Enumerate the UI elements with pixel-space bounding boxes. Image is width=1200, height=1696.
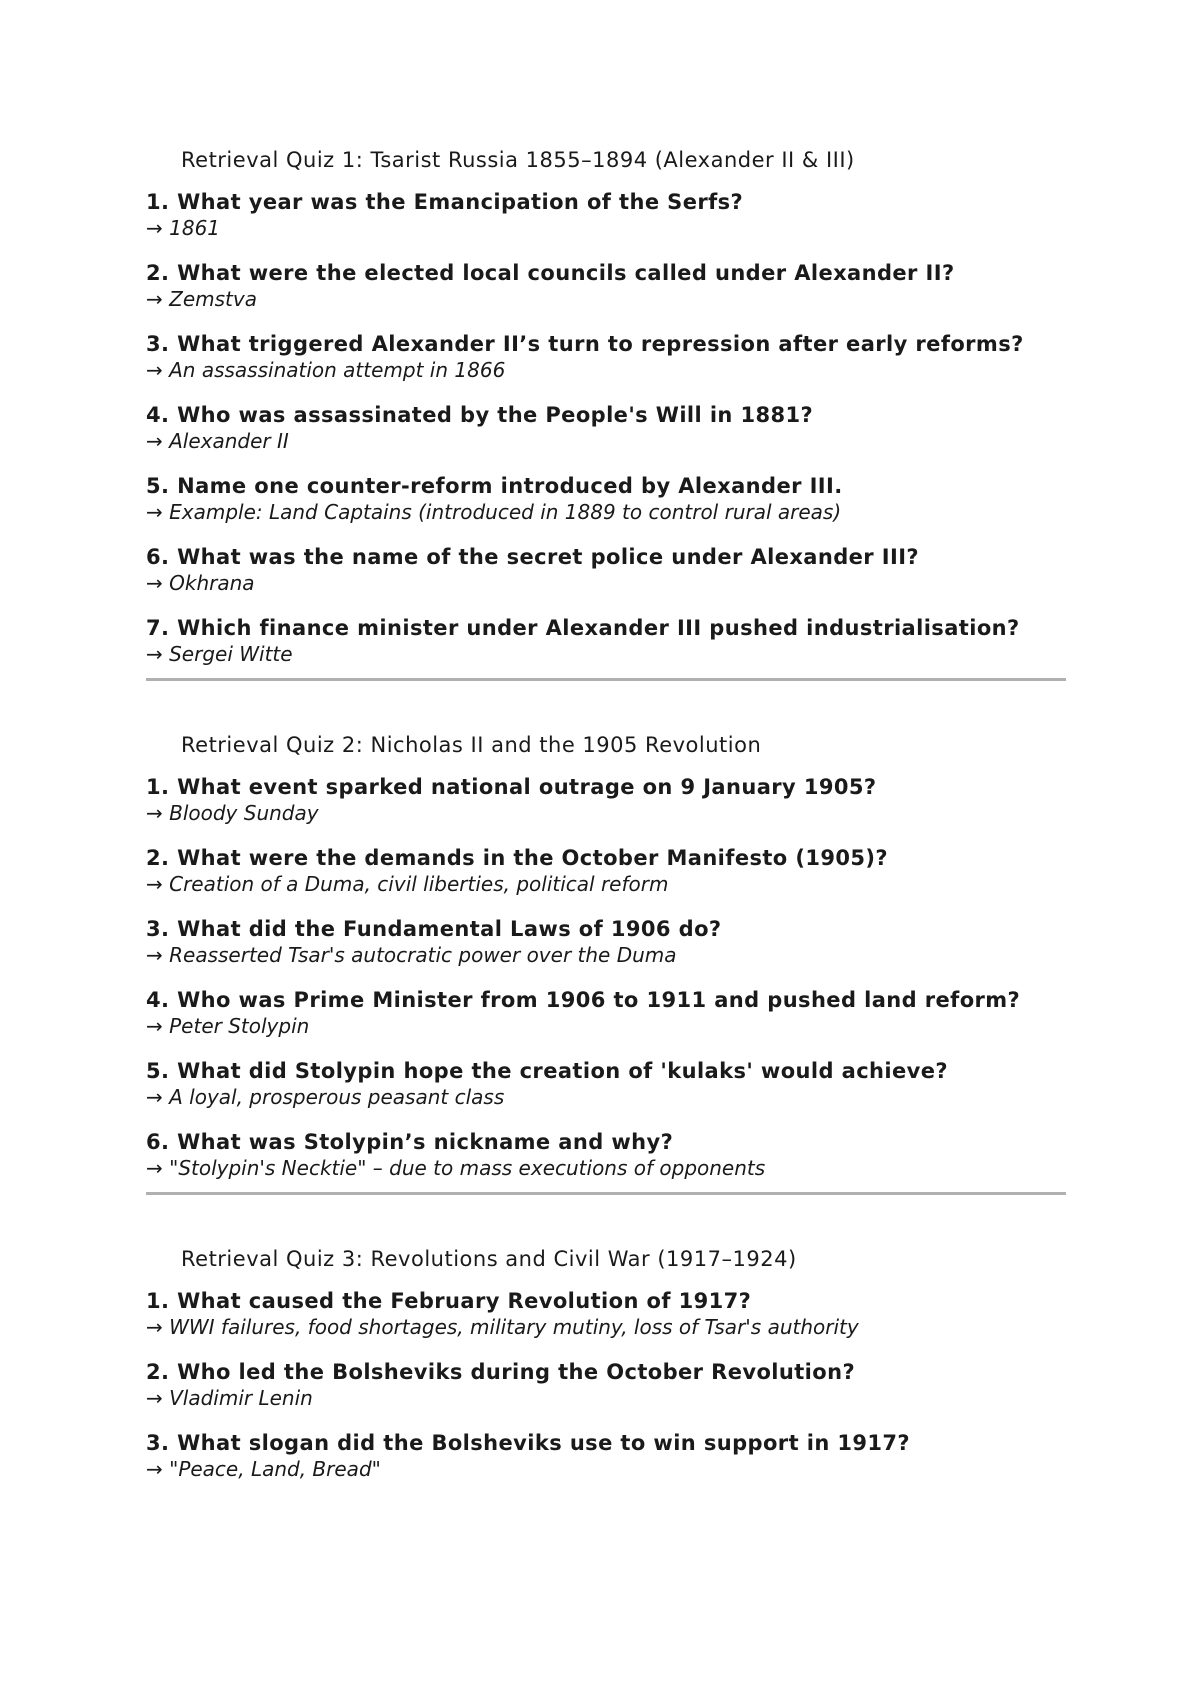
quiz-section-3 bbox=[146, 1245, 1066, 1482]
answer-text: → Alexander II bbox=[146, 429, 289, 453]
question-text: 1. What year was the Emancipation of the Serfs? bbox=[146, 190, 744, 214]
answer-text: → 1861 bbox=[146, 216, 221, 240]
quiz-title: Retrieval Quiz 1: Tsarist Russia 1855–1894 (Alexander II & III) bbox=[181, 148, 855, 172]
question-block bbox=[146, 615, 1066, 667]
question-block bbox=[146, 916, 1066, 968]
question-text: 2. What were the demands in the October Manifesto (1905)? bbox=[146, 846, 888, 870]
question-block bbox=[146, 473, 1066, 525]
answer-text: → Peter Stolypin bbox=[146, 1014, 310, 1038]
question-text: 6. What was Stolypin’s nickname and why? bbox=[146, 1130, 674, 1154]
question-text: 4. Who was assassinated by the People's Will in 1881? bbox=[146, 403, 814, 427]
answer-text: → Creation of a Duma, civil liberties, political reform bbox=[146, 872, 669, 896]
quiz-section-1 bbox=[146, 146, 1066, 667]
quiz-title: Retrieval Quiz 3: Revolutions and Civil War (1917–1924) bbox=[181, 1247, 797, 1271]
answer-text: → WWI failures, food shortages, military mutiny, loss of Tsar's authority bbox=[146, 1315, 859, 1339]
question-text: 6. What was the name of the secret police under Alexander III? bbox=[146, 545, 919, 569]
question-text: 3. What triggered Alexander II’s turn to repression after early reforms? bbox=[146, 332, 1024, 356]
section-divider bbox=[146, 678, 1066, 681]
quiz-title: Retrieval Quiz 2: Nicholas II and the 1905 Revolution bbox=[181, 733, 762, 757]
document-content bbox=[146, 146, 1066, 1501]
question-block bbox=[146, 1058, 1066, 1110]
answer-text: → A loyal, prosperous peasant class bbox=[146, 1085, 505, 1109]
question-text: 5. What did Stolypin hope the creation of 'kulaks' would achieve? bbox=[146, 1059, 948, 1083]
question-block bbox=[146, 1430, 1066, 1482]
answer-text: → Sergei Witte bbox=[146, 642, 293, 666]
question-block bbox=[146, 1129, 1066, 1181]
answer-text: → Example: Land Captains (introduced in 1889 to control rural areas) bbox=[146, 500, 842, 524]
question-text: 4. Who was Prime Minister from 1906 to 1911 and pushed land reform? bbox=[146, 988, 1021, 1012]
question-block bbox=[146, 774, 1066, 826]
question-text: 5. Name one counter-reform introduced by Alexander III. bbox=[146, 474, 843, 498]
question-text: 7. Which finance minister under Alexander III pushed industrialisation? bbox=[146, 616, 1020, 640]
answer-text: → Okhrana bbox=[146, 571, 255, 595]
question-block bbox=[146, 402, 1066, 454]
answer-text: → "Peace, Land, Bread" bbox=[146, 1457, 381, 1481]
question-block bbox=[146, 1359, 1066, 1411]
question-block bbox=[146, 544, 1066, 596]
question-block bbox=[146, 260, 1066, 312]
question-block bbox=[146, 987, 1066, 1039]
answer-text: → Reasserted Tsar's autocratic power over the Duma bbox=[146, 943, 677, 967]
question-text: 1. What event sparked national outrage on 9 January 1905? bbox=[146, 775, 877, 799]
section-divider bbox=[146, 1192, 1066, 1195]
question-text: 2. Who led the Bolsheviks during the October Revolution? bbox=[146, 1360, 856, 1384]
answer-text: → Vladimir Lenin bbox=[146, 1386, 313, 1410]
answer-text: → Zemstva bbox=[146, 287, 257, 311]
question-text: 1. What caused the February Revolution of 1917? bbox=[146, 1289, 752, 1313]
question-text: 2. What were the elected local councils called under Alexander II? bbox=[146, 261, 955, 285]
question-block bbox=[146, 331, 1066, 383]
quiz-section-2 bbox=[146, 731, 1066, 1181]
answer-text: → "Stolypin's Necktie" – due to mass executions of opponents bbox=[146, 1156, 766, 1180]
question-text: 3. What slogan did the Bolsheviks use to win support in 1917? bbox=[146, 1431, 911, 1455]
answer-text: → Bloody Sunday bbox=[146, 801, 319, 825]
question-block bbox=[146, 845, 1066, 897]
answer-text: → An assassination attempt in 1866 bbox=[146, 358, 506, 382]
question-text: 3. What did the Fundamental Laws of 1906 do? bbox=[146, 917, 722, 941]
question-block bbox=[146, 189, 1066, 241]
question-block bbox=[146, 1288, 1066, 1340]
